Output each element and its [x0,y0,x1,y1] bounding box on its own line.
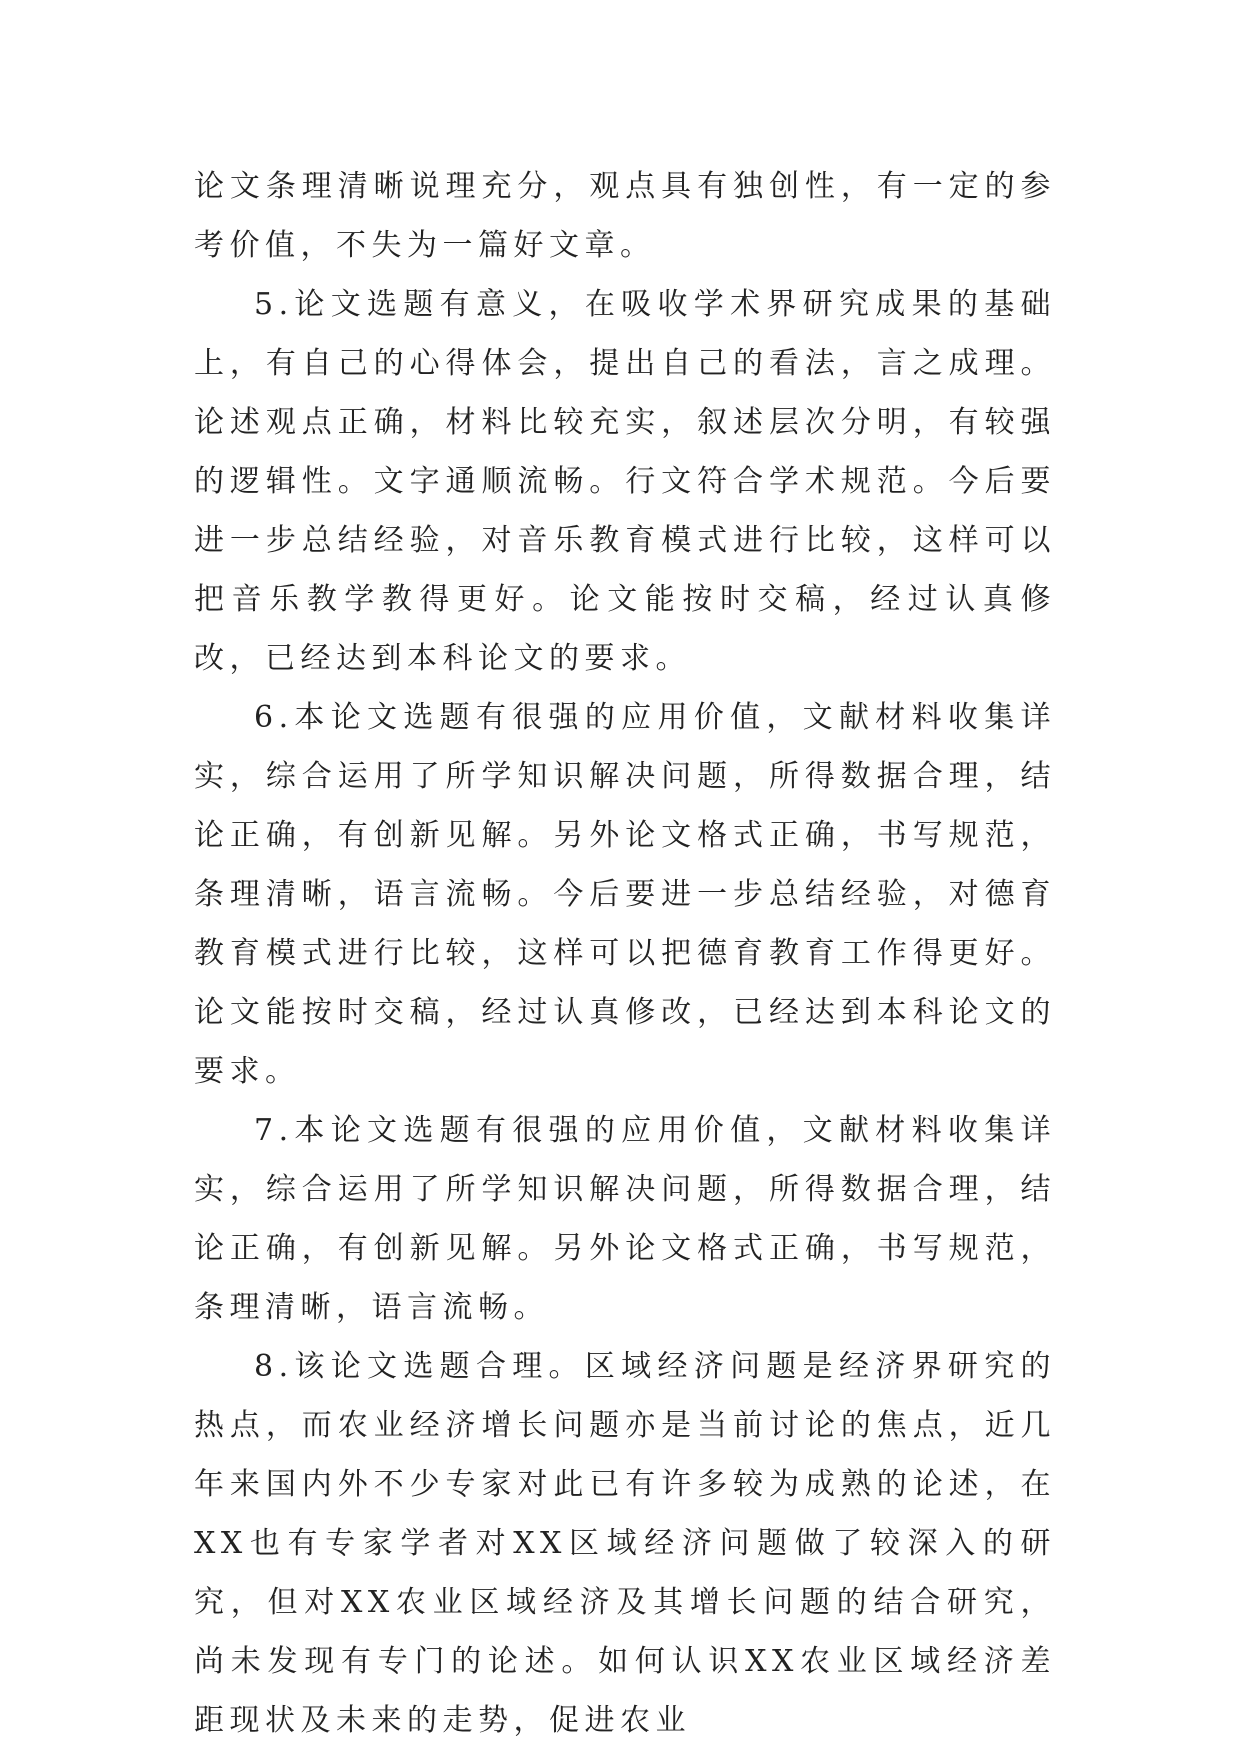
paragraph-item-5: 5.论文选题有意义，在吸收学术界研究成果的基础上，有自己的心得体会，提出自己的看法，言之成理。论述观点正确，材料比较充实，叙述层次分明，有较强的逻辑性。文字通顺流畅。行文符合学术规范。今后要进一步总结经验，对音乐教育模式进行比较，这样可以把音乐教学教得更好。论文能按时交稿，经过认真修改，已经达到本科论文的要求。 [194,287,1056,676]
paragraph-item-8: 8.该论文选题合理。区域经济问题是经济界研究的热点，而农业经济增长问题亦是当前讨论的焦点，近几年来国内外不少专家对此已有许多较为成熟的论述，在XX也有专家学者对XX区域经济问题做了较深入的研究，但对XX农业区域经济及其增长问题的结合研究，尚未发现有专门的论述。如何认识XX农业区域经济差距现状及未来的走势，促进农业 [194,1349,1056,1738]
paragraph-item-6: 6.本论文选题有很强的应用价值，文献材料收集详实，综合运用了所学知识解决问题，所得数据合理，结论正确，有创新见解。另外论文格式正确，书写规范，条理清晰，语言流畅。今后要进一步总结经验，对德育教育模式进行比较，这样可以把德育教育工作得更好。论文能按时交稿，经过认真修改，已经达到本科论文的要求。 [194,700,1056,1089]
paragraph-continuation: 论文条理清晰说理充分，观点具有独创性，有一定的参考价值，不失为一篇好文章。 [194,169,1056,263]
paragraph-item-7: 7.本论文选题有很强的应用价值，文献材料收集详实，综合运用了所学知识解决问题，所得数据合理，结论正确，有创新见解。另外论文格式正确，书写规范，条理清晰，语言流畅。 [194,1113,1056,1325]
document-body [194,157,1056,1750]
